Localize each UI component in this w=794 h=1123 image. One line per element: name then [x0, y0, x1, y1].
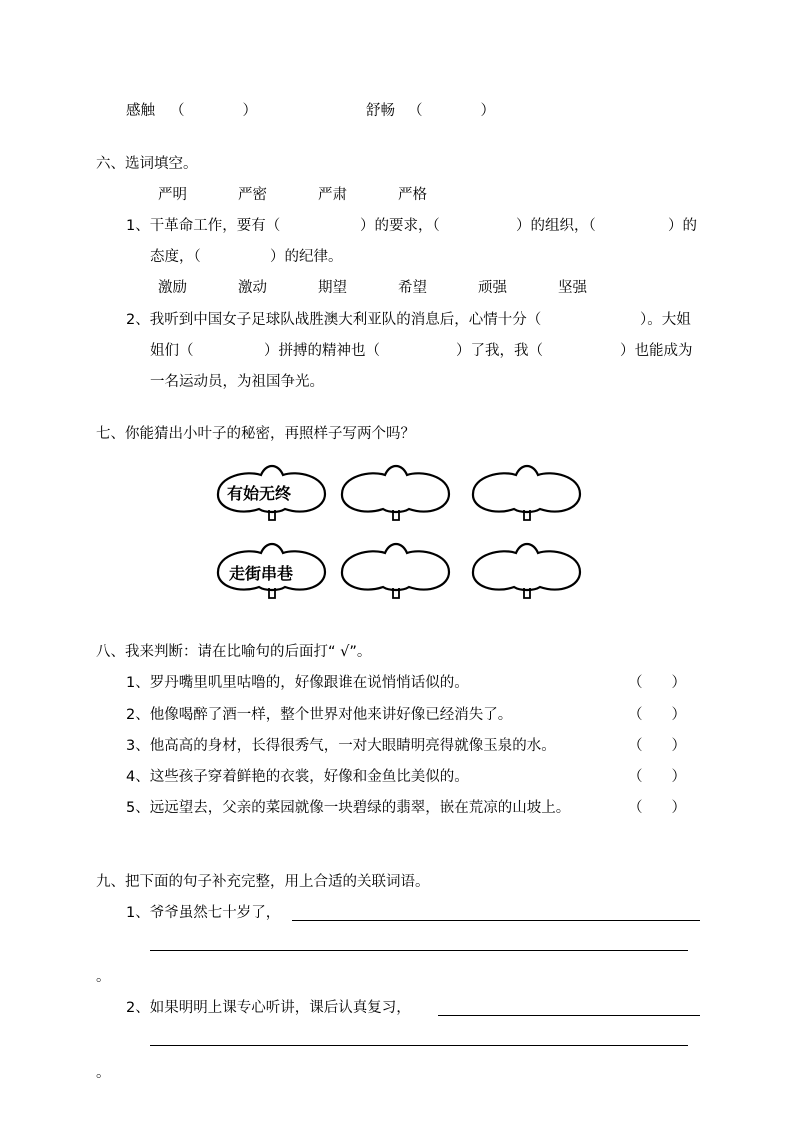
answer-line[interactable]	[438, 1015, 700, 1016]
q6-2-text: 一名运动员，为祖国争光。	[150, 374, 324, 390]
answer-line[interactable]	[150, 1045, 688, 1046]
answer-line[interactable]	[150, 950, 688, 951]
word-option: 希望	[398, 280, 427, 296]
word-option: 顽强	[478, 280, 507, 296]
q6-2-text: ）。大姐	[640, 312, 691, 328]
judgement-item: 2、他像喝醉了酒一样，整个世界对他来讲好像已经消失了。	[126, 707, 513, 723]
word-option: 期望	[318, 280, 347, 296]
leaf-blank-1[interactable]	[337, 462, 455, 524]
word-option: 激动	[238, 280, 267, 296]
q6-2-text: 2、我听到中国女子足球队战胜澳大利亚队的消息后，心情十分（	[126, 312, 542, 328]
judgement-item: 4、这些孩子穿着鲜艳的衣裳，好像和金鱼比美似的。	[126, 769, 469, 785]
word-ganchu: 感触	[126, 103, 155, 119]
q6-1-text: ）的要求，（	[360, 218, 440, 234]
section-9-heading: 九、把下面的句子补充完整，用上合适的关联词语。	[96, 874, 430, 890]
leaf-example-2	[213, 540, 331, 602]
q6-2-text: ）了我，我（	[456, 343, 543, 359]
judgement-mark-blank[interactable]: （ ）	[628, 675, 686, 691]
q9-2-prompt: 2、如果明明上课专心听讲，课后认真复习，	[126, 1000, 411, 1016]
word-option: 严肃	[318, 187, 347, 203]
judgement-mark-blank[interactable]: （ ）	[628, 738, 686, 754]
word-option: 严明	[158, 187, 187, 203]
q6-1-text: 态度，（	[150, 249, 201, 265]
answer-blank-ganchu[interactable]: （ ）	[170, 103, 257, 119]
leaf-idiom-text: 有始无终	[227, 484, 292, 503]
sentence-end-period: 。	[96, 1065, 111, 1081]
sentence-end-period: 。	[96, 969, 111, 985]
leaf-example-1	[213, 462, 331, 524]
word-option: 严密	[238, 187, 267, 203]
leaf-idiom-text: 走街串巷	[229, 564, 294, 583]
section-8-heading: 八、我来判断：请在比喻句的后面打“ √”。	[96, 644, 372, 660]
q6-1-text: ）的	[668, 218, 697, 234]
answer-line[interactable]	[292, 920, 700, 921]
judgement-item: 5、远远望去，父亲的菜园就像一块碧绿的翡翠，嵌在荒凉的山坡上。	[126, 800, 571, 816]
word-option: 坚强	[558, 280, 587, 296]
q9-1-prompt: 1、爷爷虽然七十岁了，	[126, 905, 281, 921]
answer-blank-shuchang[interactable]: （ ）	[408, 103, 495, 119]
section-6-heading: 六、选词填空。	[96, 156, 198, 172]
judgement-mark-blank[interactable]: （ ）	[628, 707, 686, 723]
word-shuchang: 舒畅	[366, 103, 395, 119]
judgement-mark-blank[interactable]: （ ）	[628, 769, 686, 785]
leaf-blank-4[interactable]	[468, 540, 586, 602]
judgement-item: 1、罗丹嘴里叽里咕噜的，好像跟谁在说悄悄话似的。	[126, 675, 469, 691]
q6-2-text: 姐们（	[150, 343, 194, 359]
section-7-heading: 七、你能猜出小叶子的秘密，再照样子写两个吗？	[96, 426, 415, 442]
leaf-blank-3[interactable]	[337, 540, 455, 602]
q6-2-text: ）也能成为	[620, 343, 693, 359]
leaf-blank-2[interactable]	[468, 462, 586, 524]
q6-1-text: 1、干革命工作，要有（	[126, 218, 281, 234]
q6-1-text: ）的组织，（	[516, 218, 596, 234]
word-option: 激励	[158, 280, 187, 296]
q6-1-text: ）的纪律。	[270, 249, 343, 265]
q6-2-text: ）拼搏的精神也（	[264, 343, 380, 359]
word-option: 严格	[398, 187, 427, 203]
judgement-mark-blank[interactable]: （ ）	[628, 800, 686, 816]
judgement-item: 3、他高高的身材，长得很秀气，一对大眼睛明亮得就像玉泉的水。	[126, 738, 556, 754]
